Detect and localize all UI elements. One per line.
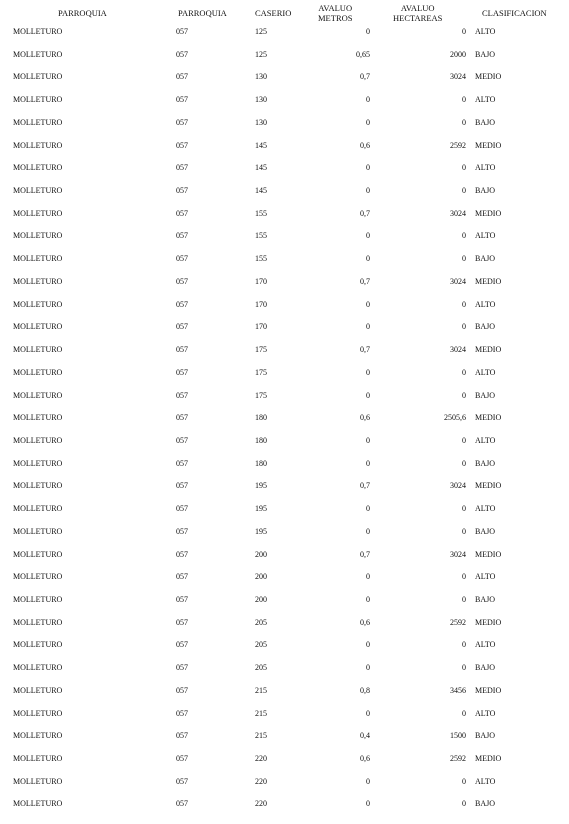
- cell-clasificacion: MEDIO: [475, 72, 502, 82]
- cell-avaluo-hectareas: 2592: [450, 140, 466, 150]
- cell-clasificacion: MEDIO: [475, 140, 502, 150]
- cell-parroquia: MOLLETURO: [13, 549, 63, 559]
- cell-parroquia: MOLLETURO: [13, 435, 63, 445]
- cell-caserio: 200: [255, 549, 267, 559]
- cell-parroquia: MOLLETURO: [13, 595, 63, 604]
- cell-clasificacion: MEDIO: [475, 208, 502, 218]
- table-row: [0, 753, 569, 776]
- table-row: [0, 617, 569, 640]
- cell-parroquia-code: 057: [176, 49, 188, 59]
- cell-parroquia-code: 057: [176, 208, 188, 218]
- cell-avaluo-metros: 0,8: [360, 685, 370, 695]
- table-row: [0, 185, 569, 208]
- table-row: [0, 639, 569, 662]
- cell-parroquia-code: 057: [176, 163, 188, 173]
- cell-parroquia: MOLLETURO: [13, 140, 63, 150]
- table-row: [0, 458, 569, 481]
- cell-caserio: 200: [255, 572, 267, 582]
- cell-avaluo-hectareas: 0: [462, 163, 466, 173]
- cell-clasificacion: MEDIO: [475, 685, 502, 695]
- cell-avaluo-metros: 0: [366, 231, 370, 241]
- cell-avaluo-hectareas: 0: [462, 504, 466, 514]
- cell-clasificacion: BAJO: [475, 595, 496, 604]
- cell-parroquia: MOLLETURO: [13, 640, 63, 650]
- cell-caserio: 180: [255, 435, 267, 445]
- cell-avaluo-hectareas: 0: [462, 526, 466, 536]
- cell-parroquia-code: 057: [176, 754, 188, 764]
- cell-clasificacion: ALTO: [475, 572, 496, 582]
- cell-caserio: 195: [255, 481, 267, 491]
- cell-caserio: 220: [255, 754, 267, 764]
- cell-caserio: 175: [255, 345, 267, 355]
- table-row: [0, 594, 569, 617]
- cell-parroquia: MOLLETURO: [13, 163, 63, 173]
- table-row: [0, 503, 569, 526]
- cell-avaluo-metros: 0,7: [360, 208, 370, 218]
- table-row: [0, 71, 569, 94]
- cell-clasificacion: BAJO: [475, 799, 496, 809]
- cell-avaluo-hectareas: 0: [462, 572, 466, 582]
- table-row: [0, 798, 569, 821]
- cell-avaluo-hectareas: 0: [462, 186, 466, 196]
- cell-clasificacion: BAJO: [475, 526, 496, 536]
- cell-clasificacion: MEDIO: [475, 549, 502, 559]
- cell-avaluo-metros: 0: [366, 776, 370, 786]
- cell-avaluo-hectareas: 0: [462, 390, 466, 400]
- table-row: [0, 480, 569, 503]
- cell-avaluo-hectareas: 3024: [450, 345, 466, 355]
- cell-caserio: 155: [255, 208, 267, 218]
- cell-avaluo-hectareas: 2505,6: [444, 413, 466, 423]
- table-row: [0, 412, 569, 435]
- cell-caserio: 180: [255, 458, 267, 468]
- cell-parroquia-code: 057: [176, 72, 188, 82]
- cell-parroquia: MOLLETURO: [13, 526, 63, 536]
- cell-parroquia: MOLLETURO: [13, 95, 63, 105]
- table-row: [0, 253, 569, 276]
- table-row: [0, 26, 569, 49]
- cell-clasificacion: ALTO: [475, 708, 496, 718]
- cell-avaluo-metros: 0: [366, 504, 370, 514]
- cell-parroquia: MOLLETURO: [13, 799, 63, 809]
- cell-avaluo-metros: 0: [366, 186, 370, 196]
- cell-parroquia-code: 057: [176, 708, 188, 718]
- cell-parroquia-code: 057: [176, 231, 188, 241]
- cell-avaluo-hectareas: 3024: [450, 208, 466, 218]
- cell-parroquia-code: 057: [176, 254, 188, 264]
- cell-avaluo-hectareas: 3456: [450, 685, 466, 695]
- cell-parroquia-code: 057: [176, 140, 188, 150]
- table-row: [0, 390, 569, 413]
- table-row: [0, 730, 569, 753]
- cell-parroquia-code: 057: [176, 526, 188, 536]
- cell-avaluo-metros: 0: [366, 322, 370, 332]
- cell-parroquia: MOLLETURO: [13, 708, 63, 718]
- cell-avaluo-hectareas: 0: [462, 299, 466, 309]
- cell-clasificacion: ALTO: [475, 504, 496, 514]
- cell-avaluo-hectareas: 1500: [450, 731, 466, 741]
- cell-parroquia: MOLLETURO: [13, 390, 63, 400]
- table-row: [0, 571, 569, 594]
- table-row: [0, 208, 569, 231]
- cell-parroquia-code: 057: [176, 595, 188, 604]
- table-row: [0, 708, 569, 731]
- cell-parroquia-code: 057: [176, 481, 188, 491]
- table-row: [0, 299, 569, 322]
- cell-clasificacion: MEDIO: [475, 276, 502, 286]
- cell-avaluo-metros: 0: [366, 117, 370, 127]
- cell-avaluo-hectareas: 0: [462, 322, 466, 332]
- cell-parroquia: MOLLETURO: [13, 231, 63, 241]
- cell-caserio: 195: [255, 526, 267, 536]
- cell-caserio: 200: [255, 595, 267, 604]
- cell-clasificacion: BAJO: [475, 322, 496, 332]
- cell-parroquia: MOLLETURO: [13, 276, 63, 286]
- header-avaluo-hectareas: AVALUO HECTAREAS: [393, 3, 443, 23]
- cell-parroquia-code: 057: [176, 413, 188, 423]
- cell-avaluo-metros: 0: [366, 458, 370, 468]
- cell-avaluo-metros: 0: [366, 595, 370, 604]
- cell-avaluo-metros: 0: [366, 95, 370, 105]
- cell-caserio: 195: [255, 504, 267, 514]
- cell-parroquia-code: 057: [176, 617, 188, 627]
- header-clasificacion: CLASIFICACION: [482, 8, 547, 18]
- cell-caserio: 155: [255, 231, 267, 241]
- cell-parroquia: MOLLETURO: [13, 731, 63, 741]
- cell-avaluo-hectareas: 0: [462, 776, 466, 786]
- table-row: [0, 94, 569, 117]
- cell-parroquia: MOLLETURO: [13, 186, 63, 196]
- cell-parroquia-code: 057: [176, 504, 188, 514]
- cell-caserio: 145: [255, 140, 267, 150]
- cell-caserio: 215: [255, 708, 267, 718]
- cell-clasificacion: MEDIO: [475, 617, 502, 627]
- cell-clasificacion: ALTO: [475, 640, 496, 650]
- header-parroquia-code: PARROQUIA: [178, 8, 227, 18]
- cell-avaluo-metros: 0,6: [360, 413, 370, 423]
- cell-parroquia-code: 057: [176, 731, 188, 741]
- cell-parroquia: MOLLETURO: [13, 367, 63, 377]
- cell-avaluo-metros: 0: [366, 572, 370, 582]
- cell-clasificacion: ALTO: [475, 163, 496, 173]
- cell-clasificacion: BAJO: [475, 117, 496, 127]
- cell-clasificacion: ALTO: [475, 435, 496, 445]
- cell-clasificacion: BAJO: [475, 186, 496, 196]
- cell-parroquia-code: 057: [176, 299, 188, 309]
- cell-clasificacion: BAJO: [475, 390, 496, 400]
- cell-avaluo-hectareas: 0: [462, 95, 466, 105]
- table-row: [0, 344, 569, 367]
- cell-parroquia-code: 057: [176, 367, 188, 377]
- cell-parroquia-code: 057: [176, 663, 188, 673]
- cell-parroquia: MOLLETURO: [13, 504, 63, 514]
- cell-caserio: 220: [255, 776, 267, 786]
- cell-avaluo-metros: 0,6: [360, 754, 370, 764]
- cell-avaluo-metros: 0: [366, 799, 370, 809]
- cell-caserio: 215: [255, 685, 267, 695]
- header-parroquia: PARROQUIA: [58, 8, 107, 18]
- cell-parroquia: MOLLETURO: [13, 322, 63, 332]
- cell-parroquia-code: 057: [176, 776, 188, 786]
- cell-caserio: 145: [255, 163, 267, 173]
- cell-parroquia-code: 057: [176, 27, 188, 36]
- cell-clasificacion: BAJO: [475, 254, 496, 264]
- cell-avaluo-hectareas: 3024: [450, 549, 466, 559]
- cell-caserio: 145: [255, 186, 267, 196]
- cell-parroquia: MOLLETURO: [13, 208, 63, 218]
- cell-avaluo-hectareas: 3024: [450, 481, 466, 491]
- cell-avaluo-metros: 0: [366, 663, 370, 673]
- cell-avaluo-hectareas: 0: [462, 254, 466, 264]
- cell-parroquia-code: 057: [176, 322, 188, 332]
- cell-avaluo-hectareas: 0: [462, 435, 466, 445]
- cell-parroquia-code: 057: [176, 640, 188, 650]
- table-row: [0, 662, 569, 685]
- table-row: [0, 49, 569, 72]
- cell-clasificacion: MEDIO: [475, 481, 502, 491]
- table-row: [0, 549, 569, 572]
- cell-avaluo-hectareas: 2000: [450, 49, 466, 59]
- cell-avaluo-metros: 0,7: [360, 345, 370, 355]
- cell-parroquia: MOLLETURO: [13, 345, 63, 355]
- cell-avaluo-hectareas: 0: [462, 27, 466, 36]
- cell-caserio: 175: [255, 367, 267, 377]
- cell-parroquia-code: 057: [176, 549, 188, 559]
- cell-avaluo-metros: 0: [366, 163, 370, 173]
- cell-clasificacion: ALTO: [475, 95, 496, 105]
- cell-parroquia: MOLLETURO: [13, 117, 63, 127]
- table-row: [0, 685, 569, 708]
- cell-avaluo-metros: 0,6: [360, 617, 370, 627]
- cell-caserio: 170: [255, 299, 267, 309]
- cell-caserio: 130: [255, 117, 267, 127]
- cell-avaluo-hectareas: 0: [462, 595, 466, 604]
- cell-clasificacion: ALTO: [475, 27, 496, 36]
- cell-parroquia: MOLLETURO: [13, 458, 63, 468]
- table-row: [0, 321, 569, 344]
- cell-caserio: 130: [255, 72, 267, 82]
- cell-avaluo-hectareas: 3024: [450, 72, 466, 82]
- cell-caserio: 220: [255, 799, 267, 809]
- table-row: [0, 140, 569, 163]
- cell-clasificacion: BAJO: [475, 49, 496, 59]
- header-caserio: CASERIO: [255, 8, 292, 18]
- cell-parroquia: MOLLETURO: [13, 299, 63, 309]
- cell-avaluo-metros: 0,7: [360, 72, 370, 82]
- cell-clasificacion: MEDIO: [475, 754, 502, 764]
- table-row: [0, 435, 569, 458]
- cell-caserio: 130: [255, 95, 267, 105]
- cell-avaluo-hectareas: 3024: [450, 276, 466, 286]
- cell-avaluo-metros: 0: [366, 390, 370, 400]
- cell-caserio: 125: [255, 27, 267, 36]
- cell-clasificacion: MEDIO: [475, 345, 502, 355]
- cell-parroquia-code: 057: [176, 458, 188, 468]
- cell-clasificacion: BAJO: [475, 458, 496, 468]
- cell-avaluo-hectareas: 0: [462, 663, 466, 673]
- cell-avaluo-metros: 0: [366, 640, 370, 650]
- cell-avaluo-hectareas: 0: [462, 458, 466, 468]
- cell-avaluo-hectareas: 2592: [450, 754, 466, 764]
- cell-parroquia: MOLLETURO: [13, 685, 63, 695]
- cell-parroquia: MOLLETURO: [13, 617, 63, 627]
- cell-caserio: 170: [255, 322, 267, 332]
- cell-parroquia: MOLLETURO: [13, 49, 63, 59]
- cell-parroquia: MOLLETURO: [13, 72, 63, 82]
- table-row: [0, 367, 569, 390]
- cell-avaluo-metros: 0,65: [356, 49, 370, 59]
- cell-avaluo-metros: 0: [366, 526, 370, 536]
- cell-clasificacion: BAJO: [475, 663, 496, 673]
- cell-avaluo-metros: 0: [366, 367, 370, 377]
- cell-clasificacion: ALTO: [475, 299, 496, 309]
- cell-avaluo-hectareas: 0: [462, 799, 466, 809]
- cell-parroquia: MOLLETURO: [13, 27, 63, 36]
- cell-caserio: 170: [255, 276, 267, 286]
- cell-parroquia-code: 057: [176, 276, 188, 286]
- cell-clasificacion: ALTO: [475, 776, 496, 786]
- table-row: [0, 117, 569, 140]
- cell-parroquia: MOLLETURO: [13, 572, 63, 582]
- cell-avaluo-metros: 0: [366, 299, 370, 309]
- cell-parroquia: MOLLETURO: [13, 754, 63, 764]
- cell-parroquia-code: 057: [176, 799, 188, 809]
- cell-clasificacion: BAJO: [475, 731, 496, 741]
- table-row: [0, 162, 569, 185]
- header-avaluo-metros: AVALUO METROS: [318, 3, 353, 23]
- cell-parroquia-code: 057: [176, 95, 188, 105]
- cell-parroquia-code: 057: [176, 186, 188, 196]
- cell-caserio: 155: [255, 254, 267, 264]
- cell-parroquia-code: 057: [176, 117, 188, 127]
- cell-avaluo-metros: 0,7: [360, 276, 370, 286]
- cell-avaluo-metros: 0,7: [360, 481, 370, 491]
- table-row: [0, 230, 569, 253]
- table-row: [0, 776, 569, 799]
- cell-parroquia-code: 057: [176, 345, 188, 355]
- cell-caserio: 125: [255, 49, 267, 59]
- table-row: [0, 276, 569, 299]
- cell-avaluo-metros: 0,4: [360, 731, 370, 741]
- cell-parroquia: MOLLETURO: [13, 663, 63, 673]
- cell-avaluo-metros: 0: [366, 254, 370, 264]
- cell-avaluo-hectareas: 0: [462, 367, 466, 377]
- cell-parroquia-code: 057: [176, 435, 188, 445]
- cell-avaluo-hectareas: 0: [462, 708, 466, 718]
- cell-avaluo-metros: 0: [366, 27, 370, 36]
- cell-clasificacion: MEDIO: [475, 413, 502, 423]
- cell-caserio: 180: [255, 413, 267, 423]
- cell-avaluo-metros: 0,7: [360, 549, 370, 559]
- cell-avaluo-metros: 0: [366, 435, 370, 445]
- cell-caserio: 205: [255, 663, 267, 673]
- cell-parroquia: MOLLETURO: [13, 413, 63, 423]
- cell-caserio: 215: [255, 731, 267, 741]
- cell-avaluo-hectareas: 2592: [450, 617, 466, 627]
- cell-parroquia: MOLLETURO: [13, 776, 63, 786]
- cell-caserio: 205: [255, 617, 267, 627]
- cell-clasificacion: ALTO: [475, 231, 496, 241]
- cell-parroquia-code: 057: [176, 572, 188, 582]
- cell-caserio: 175: [255, 390, 267, 400]
- cell-parroquia-code: 057: [176, 390, 188, 400]
- cell-clasificacion: ALTO: [475, 367, 496, 377]
- cell-caserio: 205: [255, 640, 267, 650]
- table-row: [0, 526, 569, 549]
- cell-avaluo-metros: 0,6: [360, 140, 370, 150]
- cell-parroquia: MOLLETURO: [13, 481, 63, 491]
- cell-parroquia: MOLLETURO: [13, 254, 63, 264]
- cell-avaluo-metros: 0: [366, 708, 370, 718]
- cell-avaluo-hectareas: 0: [462, 231, 466, 241]
- cell-parroquia-code: 057: [176, 685, 188, 695]
- cell-avaluo-hectareas: 0: [462, 640, 466, 650]
- cell-avaluo-hectareas: 0: [462, 117, 466, 127]
